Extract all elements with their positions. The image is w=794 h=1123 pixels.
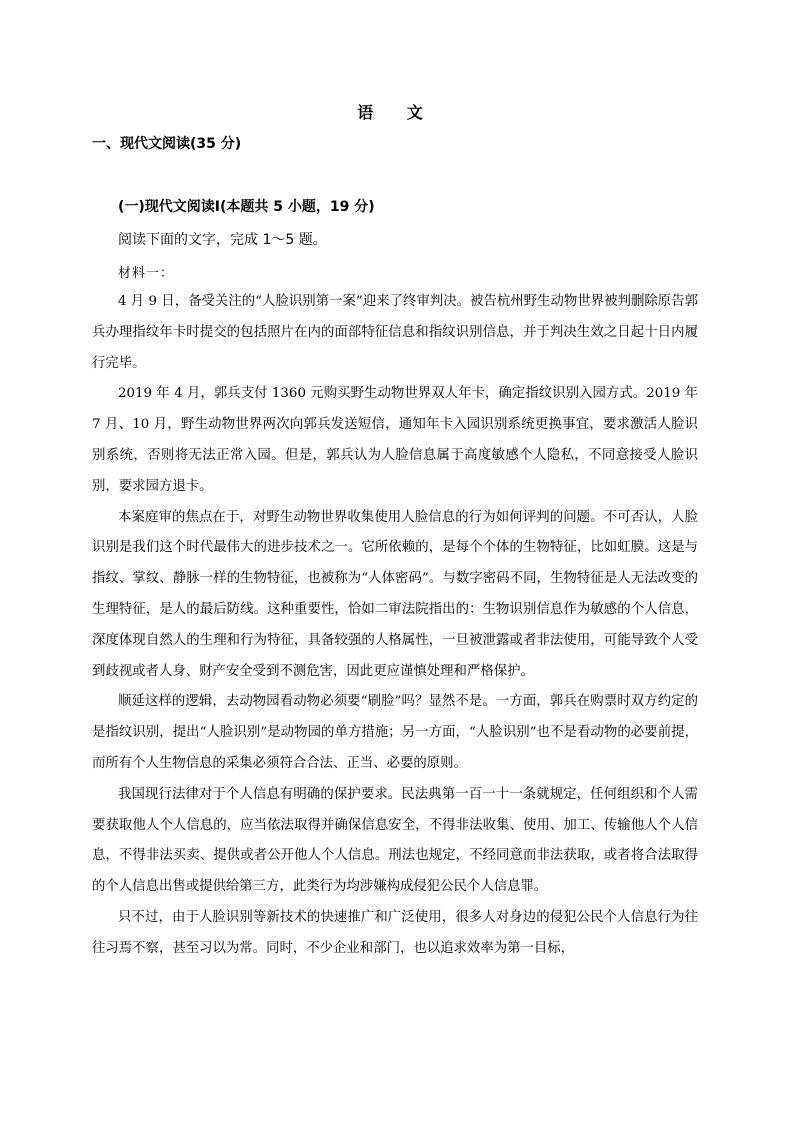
paragraph: 4 月 9 日，备受关注的“人脸识别第一案”迎来了终审判决。被告杭州野生动物世界被判删除原告郭兵办理指纹年卡时提交的包括照片在内的面部特征信息和指纹识别信息，并于判决生效之日起十日内履行完毕。	[92, 294, 698, 371]
document-title: 语 文	[357, 103, 437, 122]
paragraph: 顺延这样的逻辑，去动物园看动物必须要“刷脸”吗？显然不是。一方面，郭兵在购票时双方约定的是指纹识别，提出“人脸识别”是动物园的单方措施；另一方面，“人脸识别”也不是看动物的必要前提，而所有个人生物信息的采集必须符合合法、正当、必要的原则。	[92, 694, 698, 771]
reading-instruction: 阅读下面的文字，完成 1～5 题。	[118, 232, 327, 248]
material-label: 材料一：	[118, 266, 175, 281]
paragraph: 只不过，由于人脸识别等新技术的快速推广和广泛使用，很多人对身边的侵犯公民个人信息行为往往习焉不察，甚至习以为常。同时，不少企业和部门，也以追求效率为第一目标，	[92, 909, 698, 956]
paragraph: 我国现行法律对于个人信息有明确的保护要求。民法典第一百一十一条就规定，任何组织和个人需要获取他人个人信息的，应当依法取得并确保信息安全，不得非法收集、使用、加工、传输他人个人信息，不得非法买卖、提供或者公开他人个人信息。刑法也规定，不经同意而非法获取，或者将合法取得的个人信息出售或提供给第三方，此类行为均涉嫌构成侵犯公民个人信息罪。	[92, 786, 698, 895]
section-heading: 一、现代文阅读(35 分)	[92, 136, 242, 152]
article-body	[92, 287, 698, 965]
paragraph: 2019 年 4 月，郭兵支付 1360 元购买野生动物世界双人年卡，确定指纹识别入园方式。2019 年 7 月、10 月，野生动物世界两次向郭兵发送短信，通知年卡入园识别系统更换事宜，要求激活人脸识别系统，否则将无法正常入园。但是，郭兵认为人脸信息属于高度敏感个人隐私，不同意接受人脸识别，要求园方退卡。	[92, 386, 698, 494]
paragraph: 本案庭审的焦点在于，对野生动物世界收集使用人脸信息的行为如何评判的问题。不可否认，人脸识别是我们这个时代最伟大的进步技术之一。它所依赖的，是每个个体的生物特征，比如虹膜。这是与指纹、掌纹、静脉一样的生物特征，也被称为“人体密码”。与数字密码不同，生物特征是人无法改变的生理特征，是人的最后防线。这种重要性，恰如二审法院指出的：生物识别信息作为敏感的个人信息，深度体现自然人的生理和行为特征，具备较强的人格属性，一旦被泄露或者非法使用，可能导致个人受到歧视或者人身、财产安全受到不测危害，因此更应谨慎处理和严格保护。	[92, 509, 698, 679]
subsection-heading: (一)现代文阅读Ⅰ(本题共 5 小题，19 分)	[118, 199, 375, 215]
